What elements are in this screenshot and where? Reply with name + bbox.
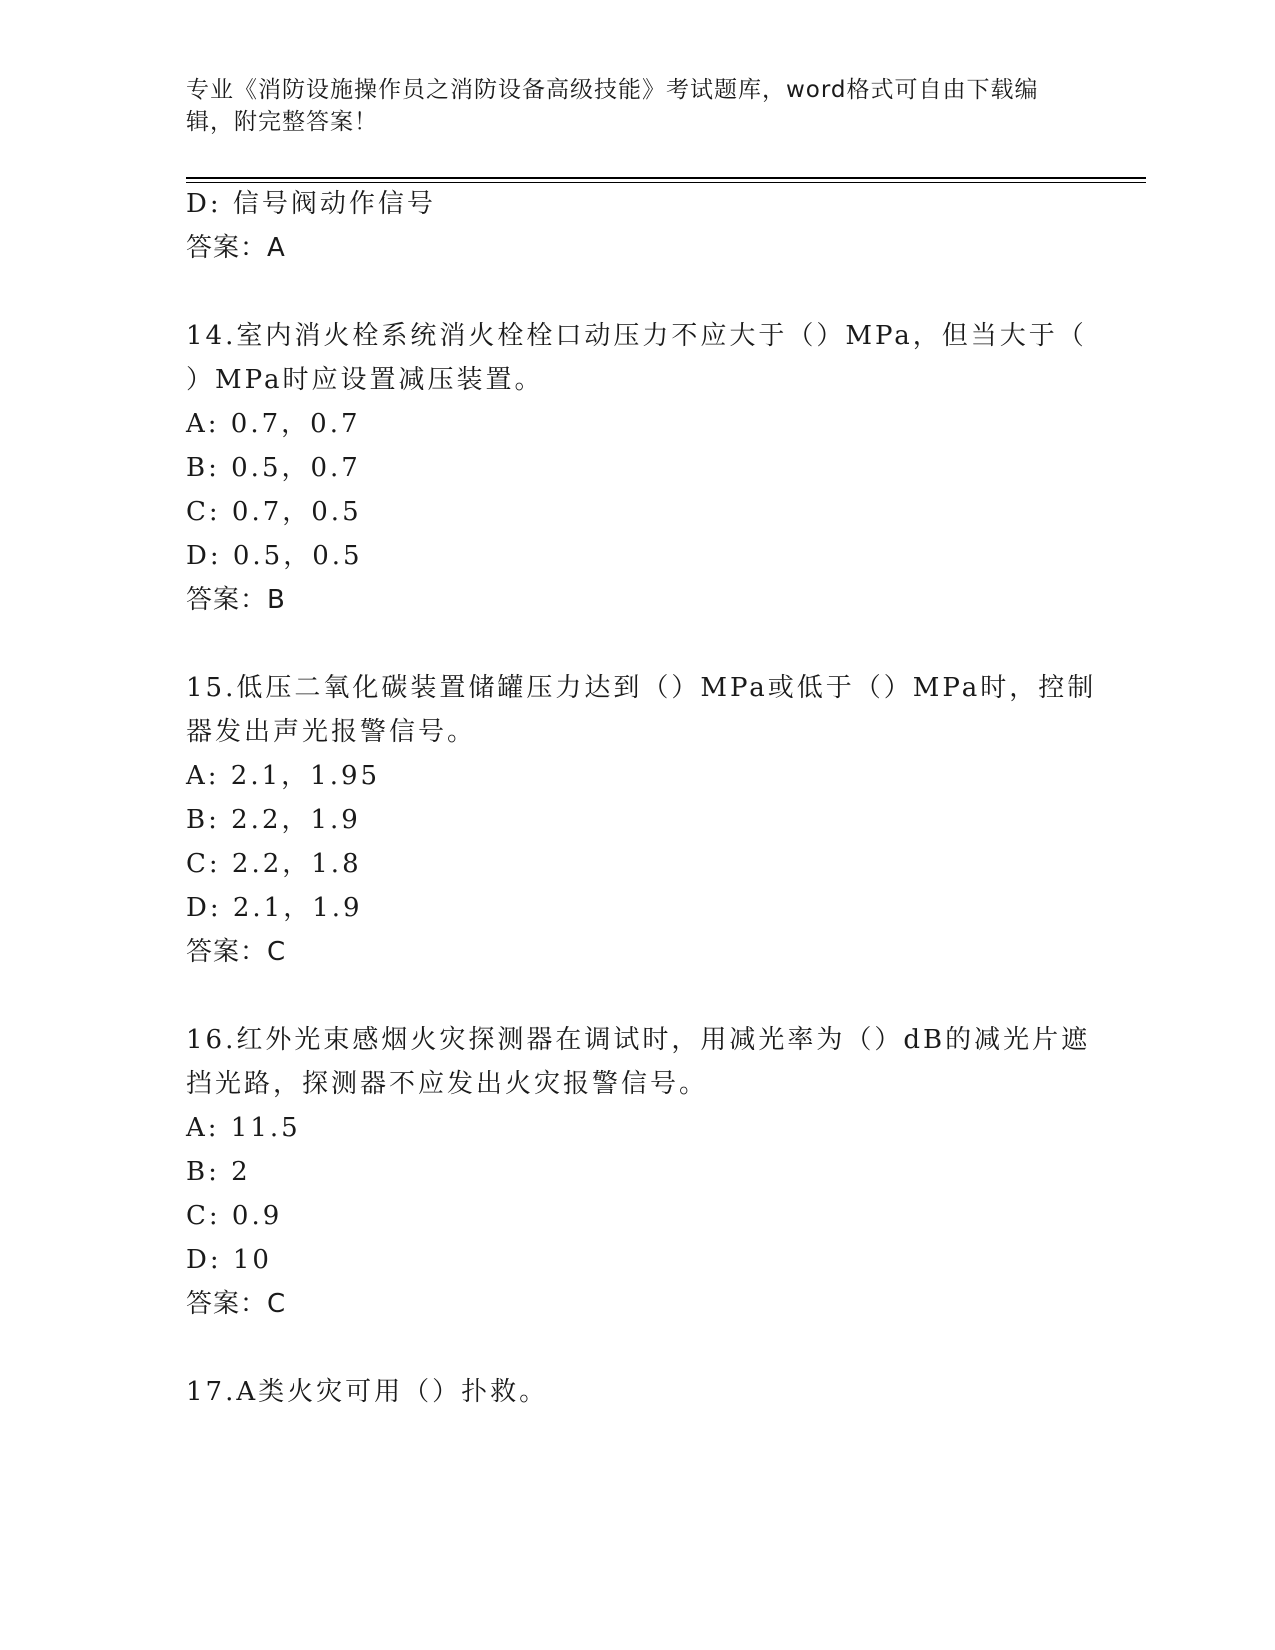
q14-option-a: A: 0.7，0.7: [186, 409, 361, 439]
q15-text-line-2: 器发出声光报警信号。: [186, 717, 477, 747]
q14-text-line-2: ）MPa时应设置减压装置。: [186, 365, 544, 395]
q16-text-line-1: 16.红外光束感烟火灾探测器在调试时，用减光率为（）dB的减光片遮: [186, 1025, 1091, 1055]
q16-option-a: A: 11.5: [186, 1113, 301, 1143]
prev-option-d: D: 信号阀动作信号: [186, 189, 436, 219]
q15-text-line-1: 15.低压二氧化碳装置储罐压力达到（）MPa或低于（）MPa时，控制: [186, 673, 1097, 703]
q15-option-c: C: 2.2，1.8: [186, 849, 362, 879]
header-divider-thick: [186, 177, 1146, 179]
q15-option-a: A: 2.1，1.95: [186, 761, 381, 791]
q16-answer: 答案：C: [186, 1289, 287, 1319]
q15-option-b: B: 2.2，1.9: [186, 805, 361, 835]
page-header: [186, 74, 1086, 138]
q16-option-d: D: 10: [186, 1245, 272, 1275]
q14-answer: 答案：B: [186, 585, 286, 615]
header-line-1: 专业《消防设施操作员之消防设备高级技能》考试题库，word格式可自由下载编: [186, 77, 1039, 103]
q14-text-line-1: 14.室内消火栓系统消火栓栓口动压力不应大于（）MPa，但当大于（: [186, 321, 1087, 351]
q14-option-b: B: 0.5，0.7: [186, 453, 361, 483]
header-divider-thin: [186, 182, 1146, 183]
q16-option-b: B: 2: [186, 1157, 251, 1187]
q15-answer: 答案：C: [186, 937, 287, 967]
q16-text-line-2: 挡光路，探测器不应发出火灾报警信号。: [186, 1069, 709, 1099]
q15-option-d: D: 2.1，1.9: [186, 893, 363, 923]
q16-option-c: C: 0.9: [186, 1201, 283, 1231]
header-line-2: 辑，附完整答案！: [186, 109, 378, 135]
q17-text-line-1: 17.A类火灾可用（）扑救。: [186, 1377, 549, 1407]
q14-option-c: C: 0.7，0.5: [186, 497, 362, 527]
prev-answer: 答案：A: [186, 233, 286, 263]
q14-option-d: D: 0.5，0.5: [186, 541, 363, 571]
